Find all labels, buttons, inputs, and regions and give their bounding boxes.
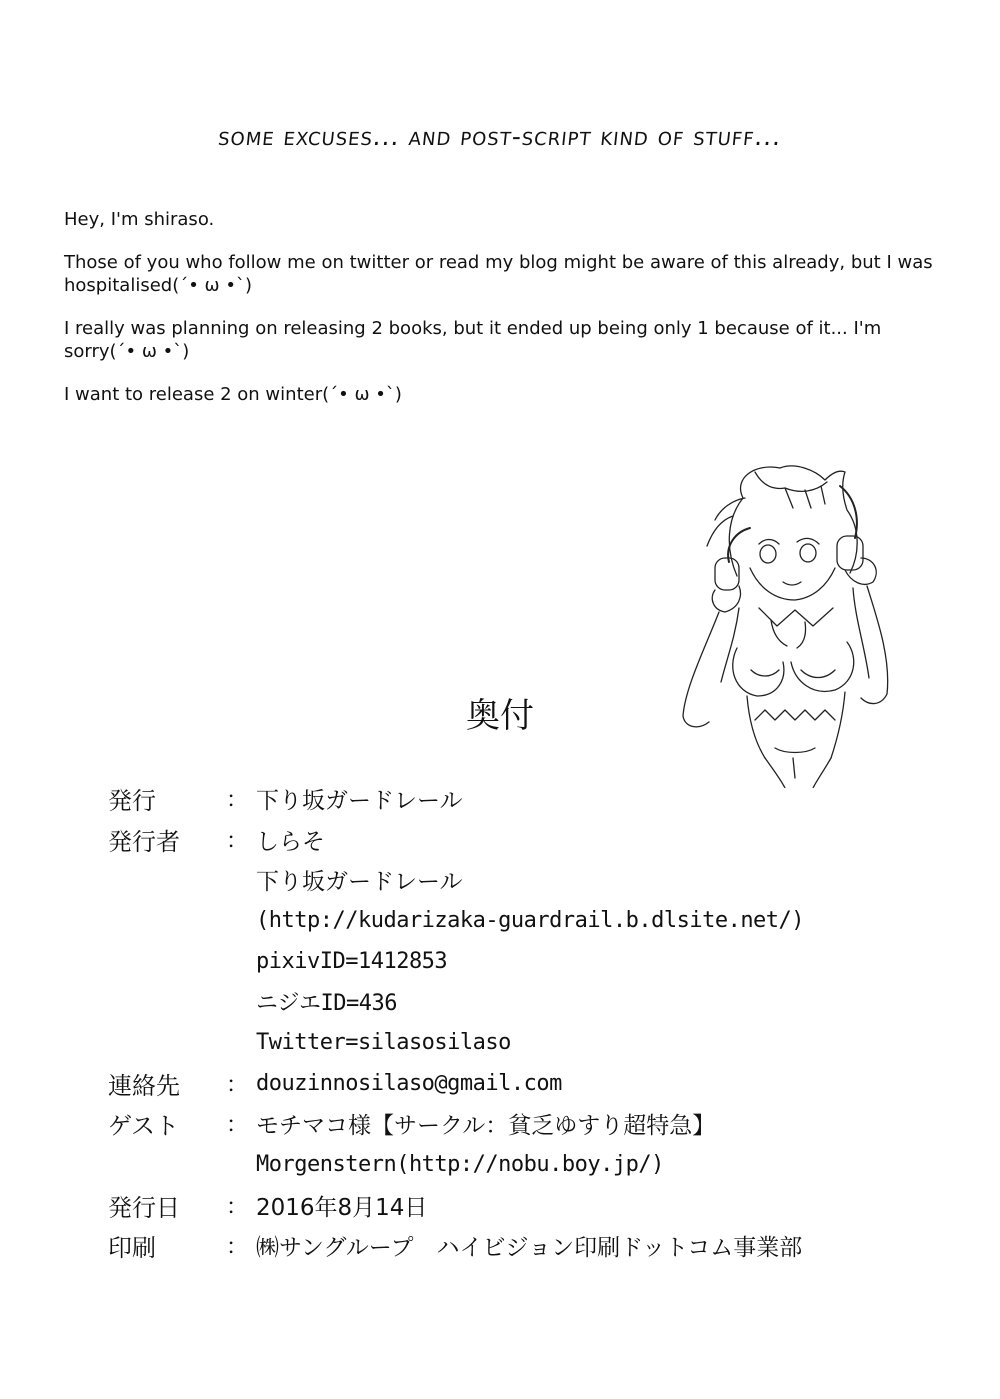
twitter-id: Twitter=silasosilaso: [256, 1029, 511, 1055]
colophon-row-issuer-circle: [108, 859, 968, 900]
publisher-label: 発行: [108, 786, 156, 815]
guest-label: ゲスト: [108, 1112, 180, 1141]
colophon-row-contact: [108, 1063, 968, 1104]
colophon-row-date: [108, 1185, 968, 1226]
colophon-row-twitter: [108, 1022, 968, 1063]
note-paragraph: I really was planning on releasing 2 books, but it ended up being only 1 because of it... I'm sorry(´• ω •`): [64, 318, 882, 362]
publication-date: 2016年8月14日: [256, 1194, 428, 1221]
pixiv-id: pixivID=1412853: [256, 948, 448, 974]
printer-value: ㈱サングループ ハイビジョン印刷ドットコム事業部: [256, 1235, 803, 1262]
colophon-row-issuer-url: [108, 900, 968, 941]
colophon-row-guest-url: [108, 1144, 968, 1185]
separator: ：: [226, 1072, 249, 1098]
separator: ：: [226, 1194, 249, 1220]
separator: ：: [226, 787, 249, 813]
colophon-row-printer: [108, 1226, 968, 1267]
contact-label: 連絡先: [108, 1071, 180, 1100]
note-paragraph: Hey, I'm shiraso.: [64, 209, 215, 230]
separator: ：: [226, 1235, 249, 1261]
separator: ：: [226, 1113, 249, 1139]
note-paragraph: I want to release 2 on winter(´• ω •`): [64, 384, 402, 405]
publisher-value: 下り坂ガードレール: [256, 787, 463, 814]
issuer-circle: 下り坂ガードレール: [256, 869, 463, 896]
afterword-notes: [64, 208, 934, 426]
character-illustration: [655, 458, 955, 788]
colophon-row-pixiv: [108, 941, 968, 982]
printer-label: 印刷: [108, 1234, 156, 1263]
issuer-value: しらそ: [256, 828, 325, 855]
colophon-heading: 奥付: [466, 696, 534, 736]
colophon-row-issuer: [108, 819, 968, 860]
colophon-row-guest: [108, 1104, 968, 1145]
page-title: some excuses... and post-script kind of stuff...: [216, 122, 784, 151]
guest-url: Morgenstern(http://nobu.boy.jp/): [256, 1152, 664, 1178]
colophon-row-nijie: [108, 981, 968, 1022]
separator: ：: [226, 828, 249, 854]
guest-value: モチマコ様【サークル：貧乏ゆすり超特急】: [256, 1113, 716, 1140]
contact-email: douzinnosilaso@gmail.com: [256, 1070, 562, 1096]
colophon-row-publisher: [108, 778, 968, 819]
note-paragraph: Those of you who follow me on twitter or read my blog might be aware of this already, but I was hospitalised(´• ω •`): [64, 252, 933, 296]
issuer-label: 発行者: [108, 827, 180, 856]
issuer-url: (http://kudarizaka-guardrail.b.dlsite.net/): [256, 907, 805, 933]
date-label: 発行日: [108, 1193, 180, 1222]
colophon-table: [108, 778, 968, 1266]
nijie-id: ニジエID=436: [256, 991, 397, 1017]
